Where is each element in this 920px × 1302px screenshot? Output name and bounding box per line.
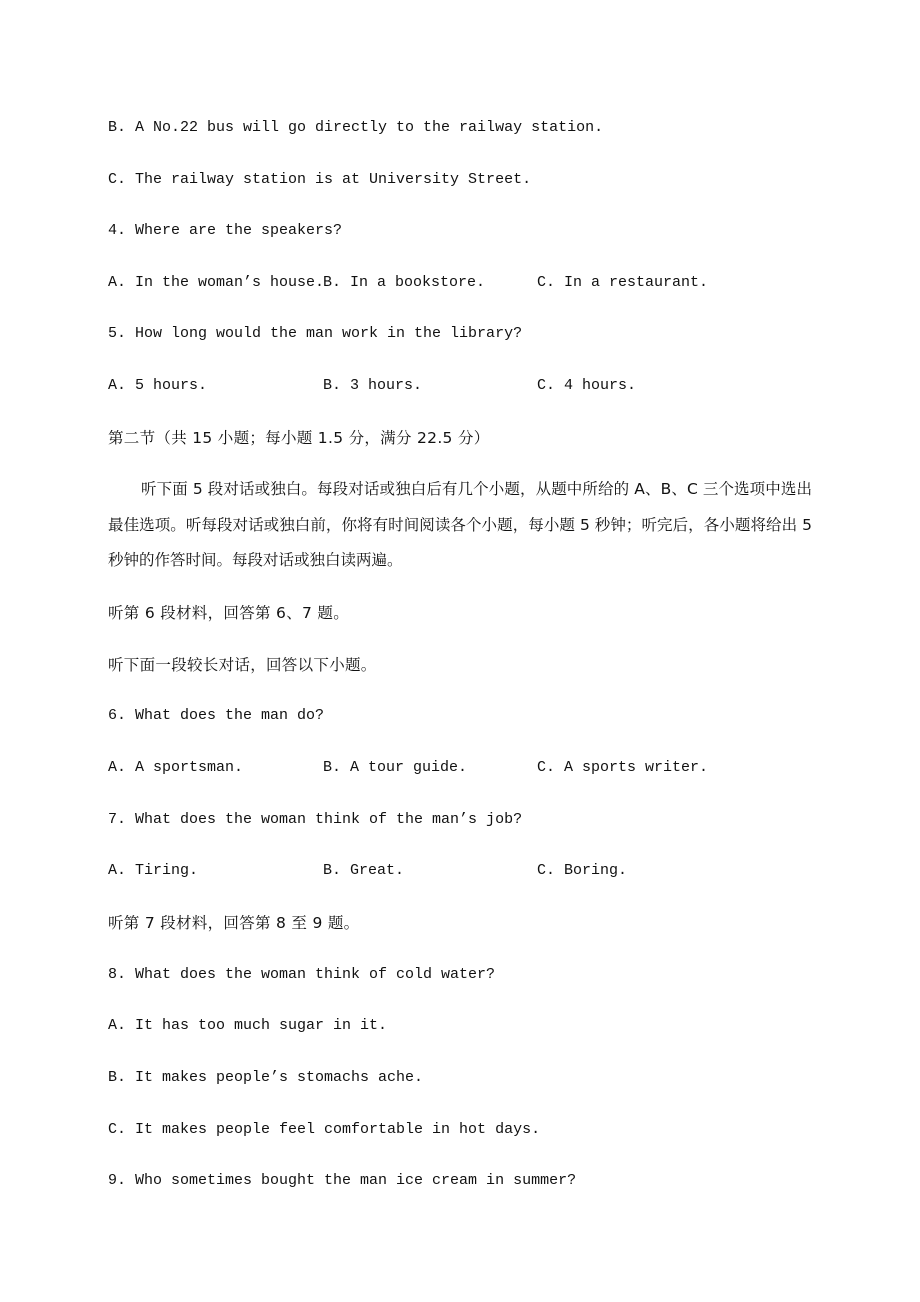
q4-option-a: A. In the woman’s house. bbox=[108, 274, 325, 291]
q8-option-a: A. It has too much sugar in it. bbox=[108, 1017, 388, 1034]
q8-option-b: B. It makes people’s stomachs ache. bbox=[108, 1069, 424, 1086]
q4-option-c: C. In a restaurant. bbox=[537, 274, 709, 291]
question-4: 4. Where are the speakers? bbox=[108, 222, 343, 239]
material-6-subheading: 听下面一段较长对话，回答以下小题。 bbox=[108, 656, 377, 674]
material-6-heading: 听第 6 段材料，回答第 6、7 题。 bbox=[108, 604, 349, 622]
question-9: 9. Who sometimes bought the man ice cream in summer? bbox=[108, 1172, 577, 1189]
q7-option-c: C. Boring. bbox=[537, 862, 628, 879]
q3-option-b: B. A No.22 bus will go directly to the railway station. bbox=[108, 119, 604, 136]
section-2-instructions: 听下面 5 段对话或独白。每段对话或独白后有几个小题，从题中所给的 A、B、C 三个选项中选出最佳选项。听每段对话或独白前，你将有时间阅读各个小题，每小题 5 秒钟；听完后，各小题将给出 5 秒钟的作答时间。每段对话或独白读两遍。 bbox=[108, 480, 812, 569]
section-2-heading: 第二节（共 15 小题；每小题 1.5 分，满分 22.5 分） bbox=[108, 429, 490, 447]
q7-option-a: A. Tiring. bbox=[108, 862, 199, 879]
q8-option-c: C. It makes people feel comfortable in hot days. bbox=[108, 1121, 541, 1138]
question-7: 7. What does the woman think of the man’s job? bbox=[108, 811, 523, 828]
q5-option-b: B. 3 hours. bbox=[323, 377, 423, 394]
question-5: 5. How long would the man work in the library? bbox=[108, 325, 523, 342]
q3-option-c: C. The railway station is at University Street. bbox=[108, 171, 532, 188]
q4-option-b: B. In a bookstore. bbox=[323, 274, 486, 291]
question-8: 8. What does the woman think of cold water? bbox=[108, 966, 496, 983]
q6-option-b: B. A tour guide. bbox=[323, 759, 468, 776]
q7-option-b: B. Great. bbox=[323, 862, 405, 879]
question-6: 6. What does the man do? bbox=[108, 707, 325, 724]
material-7-heading: 听第 7 段材料，回答第 8 至 9 题。 bbox=[108, 914, 360, 932]
q5-option-c: C. 4 hours. bbox=[537, 377, 637, 394]
q6-option-a: A. A sportsman. bbox=[108, 759, 244, 776]
q5-option-a: A. 5 hours. bbox=[108, 377, 208, 394]
q6-option-c: C. A sports writer. bbox=[537, 759, 709, 776]
